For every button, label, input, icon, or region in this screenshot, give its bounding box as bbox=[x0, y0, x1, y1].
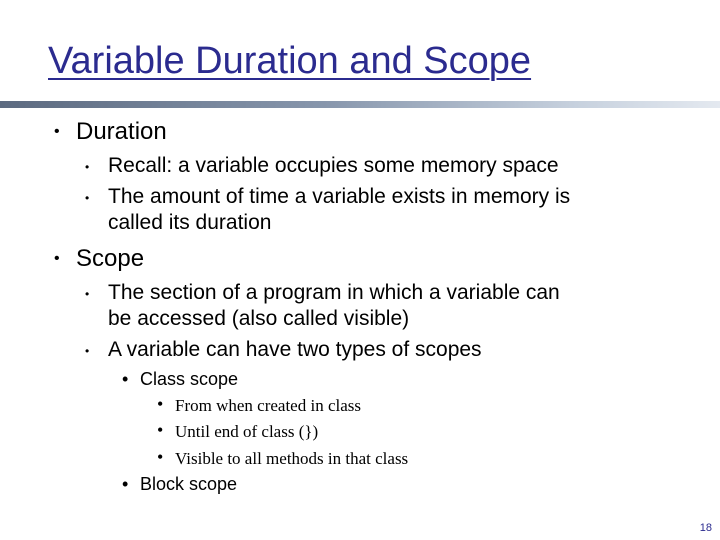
bullet-duration bbox=[54, 118, 167, 146]
page-number: 18 bbox=[699, 522, 712, 534]
bullet-icon: • bbox=[122, 369, 129, 389]
scope-point-text: The section of a program in which a variable can bbox=[108, 281, 560, 304]
bullet-icon: • bbox=[54, 250, 60, 267]
scope-point-section bbox=[85, 281, 560, 305]
block-scope-label: Block scope bbox=[140, 474, 238, 494]
bullet-icon: • bbox=[85, 287, 90, 301]
block-scope-item bbox=[122, 474, 238, 495]
slide-title: Variable Duration and Scope bbox=[48, 40, 532, 82]
bullet-icon: • bbox=[157, 394, 164, 414]
scope-point-text: A variable can have two types of scopes bbox=[108, 338, 482, 361]
class-scope-item bbox=[122, 369, 239, 390]
duration-point-text: The amount of time a variable exists in memory is bbox=[108, 185, 571, 208]
duration-heading: Duration bbox=[76, 118, 167, 145]
bullet-icon: • bbox=[85, 344, 90, 358]
duration-point-text: Recall: a variable occupies some memory space bbox=[108, 154, 559, 177]
duration-point-amount bbox=[85, 185, 571, 209]
title-divider bbox=[0, 101, 720, 108]
bullet-icon: • bbox=[122, 474, 129, 494]
bullet-icon: • bbox=[54, 123, 60, 140]
class-scope-detail bbox=[157, 394, 361, 416]
bullet-scope bbox=[54, 245, 145, 273]
class-scope-label: Class scope bbox=[140, 369, 239, 389]
scope-heading: Scope bbox=[76, 245, 145, 272]
bullet-icon: • bbox=[157, 420, 164, 440]
class-scope-detail bbox=[157, 447, 409, 469]
scope-point-types bbox=[85, 338, 482, 362]
class-scope-detail-text: Until end of class (}) bbox=[175, 422, 319, 441]
duration-point-continuation: called its duration bbox=[108, 211, 272, 234]
duration-point-recall bbox=[85, 154, 559, 178]
class-scope-detail-text: Visible to all methods in that class bbox=[175, 449, 409, 468]
bullet-icon: • bbox=[157, 447, 164, 467]
bullet-icon: • bbox=[85, 160, 90, 174]
bullet-icon: • bbox=[85, 191, 90, 205]
class-scope-detail bbox=[157, 420, 319, 442]
scope-point-continuation: be accessed (also called visible) bbox=[108, 307, 410, 330]
class-scope-detail-text: From when created in class bbox=[175, 396, 361, 415]
